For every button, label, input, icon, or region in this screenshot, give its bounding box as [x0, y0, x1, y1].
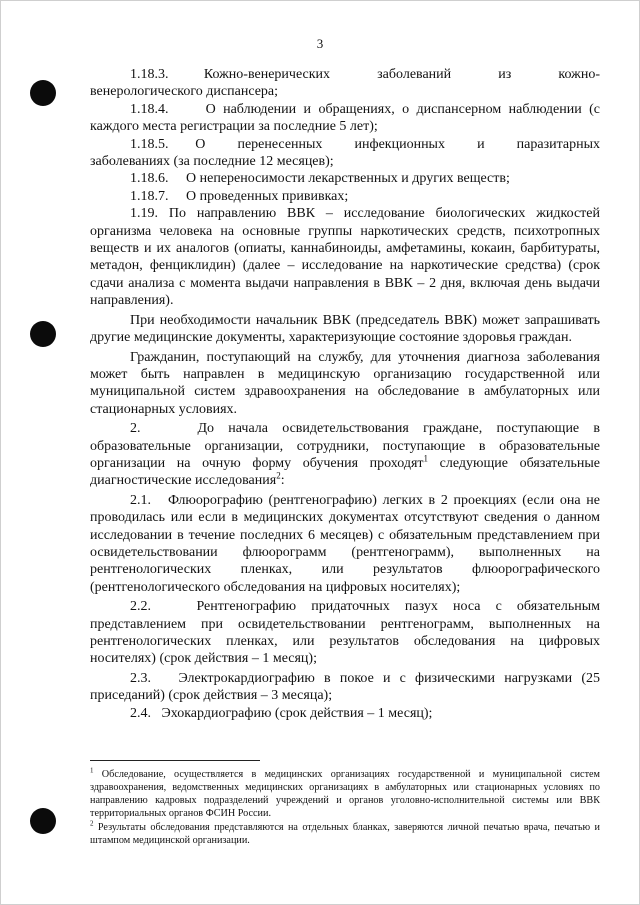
footnote-2-mark: 2	[90, 819, 94, 828]
footnotes	[90, 768, 600, 848]
item-2-2: 2.2. Рентгенографию придаточных пазух носа с обязательным представлением при освидетельствовании рентгенограмм, выполненных на рентгенологических пленках, или результатов обследования на цифровых носителях) (срок действия – 1 месяц);	[90, 599, 600, 667]
footnote-ref-1: 1	[423, 453, 429, 464]
binder-hole-bottom	[30, 808, 56, 834]
item-1-19: 1.19. По направлению ВВК – исследование биологических жидкостей организма человека на основные группы наркотических средств, психотропных веществ и их аналогов (опиаты, каннабиноиды, амфетамины, кокаин, барбитураты, метадон, фенциклидин) (далее – исследование на наркотические средства) (срок сдачи анализа с момента выдачи направления в ВВК – 2 дня, включая день выдачи направления).	[90, 206, 600, 309]
item-1-18-5: 1.18.5. О перенесенных инфекционных и паразитарных заболеваниях (за последние 12 месяцев);	[90, 136, 600, 170]
item-2-text-a: 2. До начала освидетельствования граждане, поступающие в образовательные организации, сотрудники, поступающие в образовательные организации на очную форму обучения проходят	[90, 421, 600, 471]
footnote-2	[90, 821, 600, 847]
footnote-separator	[90, 760, 260, 761]
binder-hole-top	[30, 80, 56, 106]
document-body	[90, 66, 600, 722]
page-number: 3	[316, 36, 324, 51]
footnote-1-text: Обследование, осуществляется в медицинских организациях государственной и муниципальной систем здравоохранения, ведомственных медицинских организациях в амбулаторных или стационарных условиях по направлению кадровых подразделений учреждений и органов уголовно-исполнительной системы или ВВК территориальных органов ФСИН России.	[90, 769, 600, 819]
paragraph-citizen-referral: Гражданин, поступающий на службу, для уточнения диагноза заболевания может быть направлен в медицинскую организацию государственной или муниципальной систем здравоохранения на обследование в амбулаторных или стационарных условиях.	[90, 349, 600, 417]
item-1-18-3: 1.18.3. Кожно-венерических заболеваний из кожно-венерологического диспансера;	[90, 67, 600, 100]
item-2-text-b: следующие обязательные диагностические исследования	[90, 455, 600, 489]
item-2-1: 2.1. Флюорографию (рентгенографию) легких в 2 проекциях (если она не проводилась или если в медицинских документах отсутствуют сведения о данном исследовании в течение последних 6 месяцев) с обязательным представлением при освидетельствовании флюорограмм (рентгенограмм), выполненных на рентгенологических пленках, или результатов флюорографического (рентгенологического обследования на цифровых носителях);	[90, 492, 600, 595]
item-2	[90, 420, 600, 490]
item-1-18-7: 1.18.7. О проведенных прививках;	[130, 188, 349, 204]
footnote-1	[90, 768, 600, 820]
item-2-text-c: :	[280, 473, 285, 489]
item-2-3: 2.3. Электрокардиографию в покое и с физическими нагрузками (25 приседаний) (срок действия – 3 месяца);	[90, 670, 600, 704]
item-1-18-4: 1.18.4. О наблюдении и обращениях, о диспансерном наблюдении (с каждого места регистрации за последние 5 лет);	[90, 101, 600, 135]
item-2-4: 2.4. Эхокардиографию (срок действия – 1 месяц);	[130, 705, 433, 721]
footnote-ref-2: 2	[276, 470, 281, 481]
item-1-18-6: 1.18.6. О непереносимости лекарственных и других веществ;	[130, 171, 510, 187]
paragraph-additional-documents: При необходимости начальник ВВК (председатель ВВК) может запрашивать другие медицинские документы, характеризующие состояние здоровья граждан.	[90, 312, 600, 346]
binder-hole-middle	[30, 321, 56, 347]
footnote-1-mark: 1	[90, 766, 94, 775]
footnote-2-text: Результаты обследования представляются на отдельных бланках, заверяются личной печатью врача, печатью и штампом медицинской организации.	[90, 822, 600, 846]
